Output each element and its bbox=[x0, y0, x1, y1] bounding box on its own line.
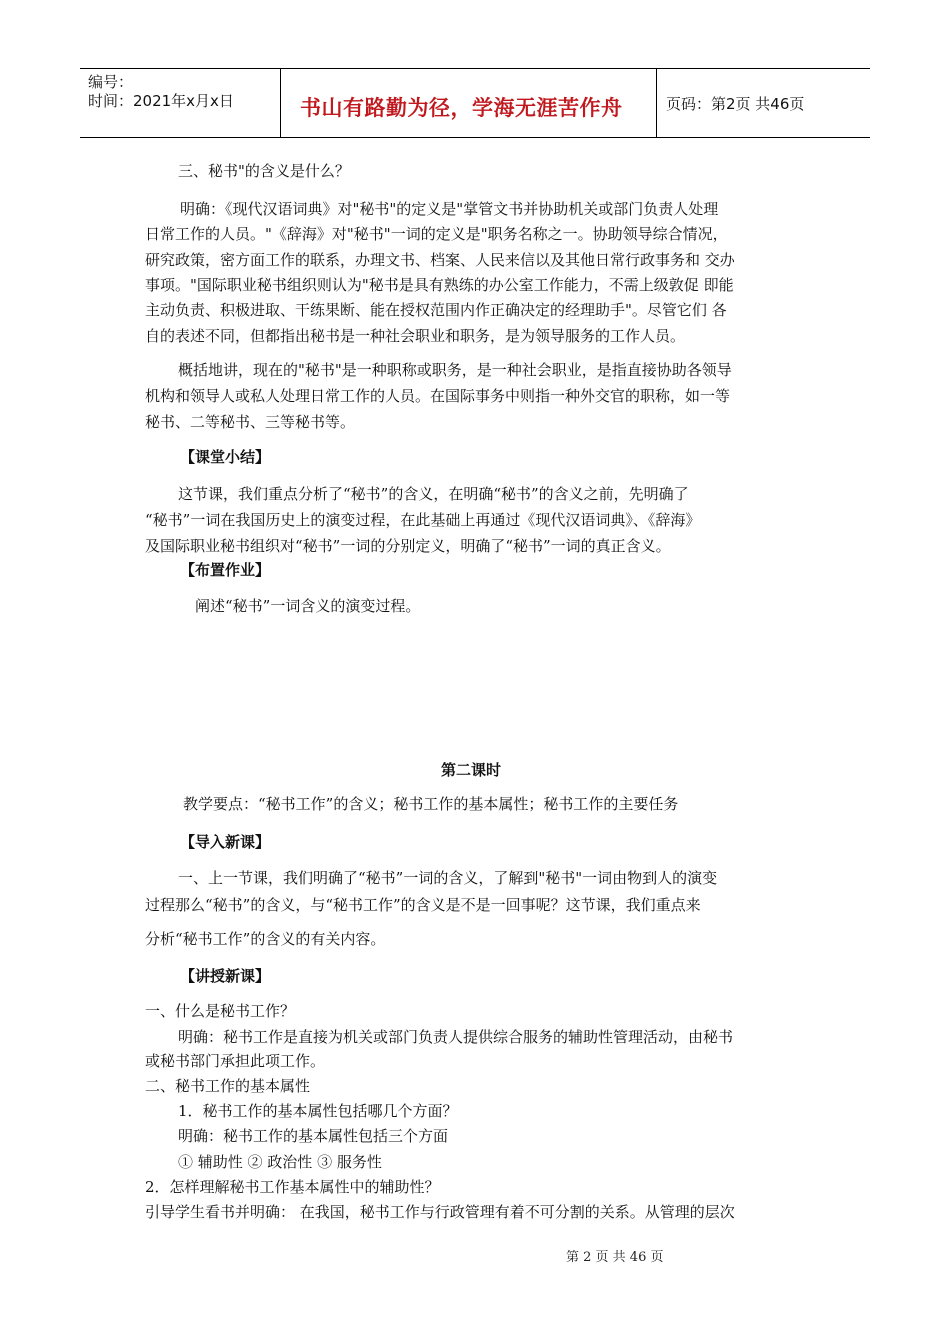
paragraph-line: 日常工作的人员。"《辞海》对"秘书"一词的定义是"职务名称之一。协助领导综合情况， bbox=[145, 225, 728, 243]
paragraph-line: 明确：秘书工作的基本属性包括三个方面 bbox=[178, 1127, 449, 1145]
time-label: 时间：2021年x月x日 bbox=[88, 92, 234, 110]
paragraph-line: ① 辅助性 ② 政治性 ③ 服务性 bbox=[178, 1153, 382, 1171]
paragraph-line: 秘书、二等秘书、三等秘书等。 bbox=[145, 413, 356, 431]
paragraph-line: 概括地讲，现在的"秘书"是一种职称或职务，是一种社会职业，是指直接协助各领导 bbox=[178, 361, 732, 379]
paragraph-line: 引导学生看书并明确： 在我国，秘书工作与行政管理有着不可分割的关系。从管理的层次 bbox=[145, 1203, 735, 1221]
paragraph-line: 自的表述不同，但都指出秘书是一种社会职业和职务，是为领导服务的工作人员。 bbox=[145, 327, 686, 345]
paragraph-line: 这节课，我们重点分析了“秘书”的含义，在明确“秘书”的含义之前，先明确了 bbox=[178, 485, 689, 503]
paragraph-line: 一、上一节课，我们明确了“秘书”一词的含义，了解到"秘书"一词由物到人的演变 bbox=[178, 869, 718, 887]
paragraph-line: 教学要点：“秘书工作”的含义；秘书工作的基本属性；秘书工作的主要任务 bbox=[183, 795, 679, 813]
lesson-title: 第二课时 bbox=[441, 761, 502, 779]
paragraph-line: 机构和领导人或私人处理日常工作的人员。在国际事务中则指一种外交官的职称，如一等 bbox=[145, 387, 731, 405]
paragraph-line: 2．怎样理解秘书工作基本属性中的辅助性？ bbox=[145, 1178, 440, 1196]
paragraph-line: 研究政策，密方面工作的联系，办理文书、档案、人民来信以及其他日常行政事务和 交办 bbox=[145, 251, 735, 269]
page-header bbox=[80, 68, 870, 138]
paragraph-line: 一、什么是秘书工作？ bbox=[145, 1002, 296, 1020]
paragraph-line: 及国际职业秘书组织对“秘书”一词的分别定义，明确了“秘书”一词的真正含义。 bbox=[145, 537, 671, 555]
paragraph-line: 明确：秘书工作是直接为机关或部门负责人提供综合服务的辅助性管理活动，由秘书 bbox=[178, 1028, 734, 1046]
header-motto: 书山有路勤为径，学海无涯苦作舟 bbox=[300, 96, 623, 120]
paragraph-line: 二、秘书工作的基本属性 bbox=[145, 1077, 311, 1095]
page-footer: 第 2 页 共 46 页 bbox=[566, 1250, 664, 1265]
serial-label: 编号： bbox=[88, 73, 134, 91]
section-title: 【导入新课】 bbox=[180, 833, 271, 851]
paragraph-line: 事项。"国际职业秘书组织则认为"秘书是具有熟练的办公室工作能力，不需上级敦促 即能 bbox=[145, 276, 734, 294]
paragraph-line: 1．秘书工作的基本属性包括哪几个方面？ bbox=[178, 1102, 458, 1120]
paragraph-line: 或秘书部门承担此项工作。 bbox=[145, 1052, 326, 1070]
header-divider bbox=[280, 69, 281, 137]
section-title: 【课堂小结】 bbox=[180, 448, 271, 466]
section-title: 【布置作业】 bbox=[180, 561, 271, 579]
paragraph-line: 阐述“秘书”一词含义的演变过程。 bbox=[195, 597, 421, 615]
paragraph-line: 分析“秘书工作”的含义的有关内容。 bbox=[145, 930, 386, 948]
section-heading: 三、秘书"的含义是什么？ bbox=[178, 162, 350, 180]
section-title: 【讲授新课】 bbox=[180, 967, 271, 985]
header-divider bbox=[656, 69, 657, 137]
paragraph-line: 明确：《现代汉语词典》对"秘书"的定义是"掌管文书并协助机关或部门负责人处理 bbox=[180, 200, 719, 218]
paragraph-line: 过程那么“秘书”的含义，与“秘书工作”的含义是不是一回事呢？这节课，我们重点来 bbox=[145, 896, 701, 914]
paragraph-line: “秘书”一词在我国历史上的演变过程，在此基础上再通过《现代汉语词典》、《辞海》 bbox=[145, 511, 701, 529]
page-info: 页码：第2页 共46页 bbox=[666, 95, 805, 113]
paragraph-line: 主动负责、积极进取、干练果断、能在授权范围内作正确决定的经理助手"。尽管它们 各 bbox=[145, 301, 727, 319]
